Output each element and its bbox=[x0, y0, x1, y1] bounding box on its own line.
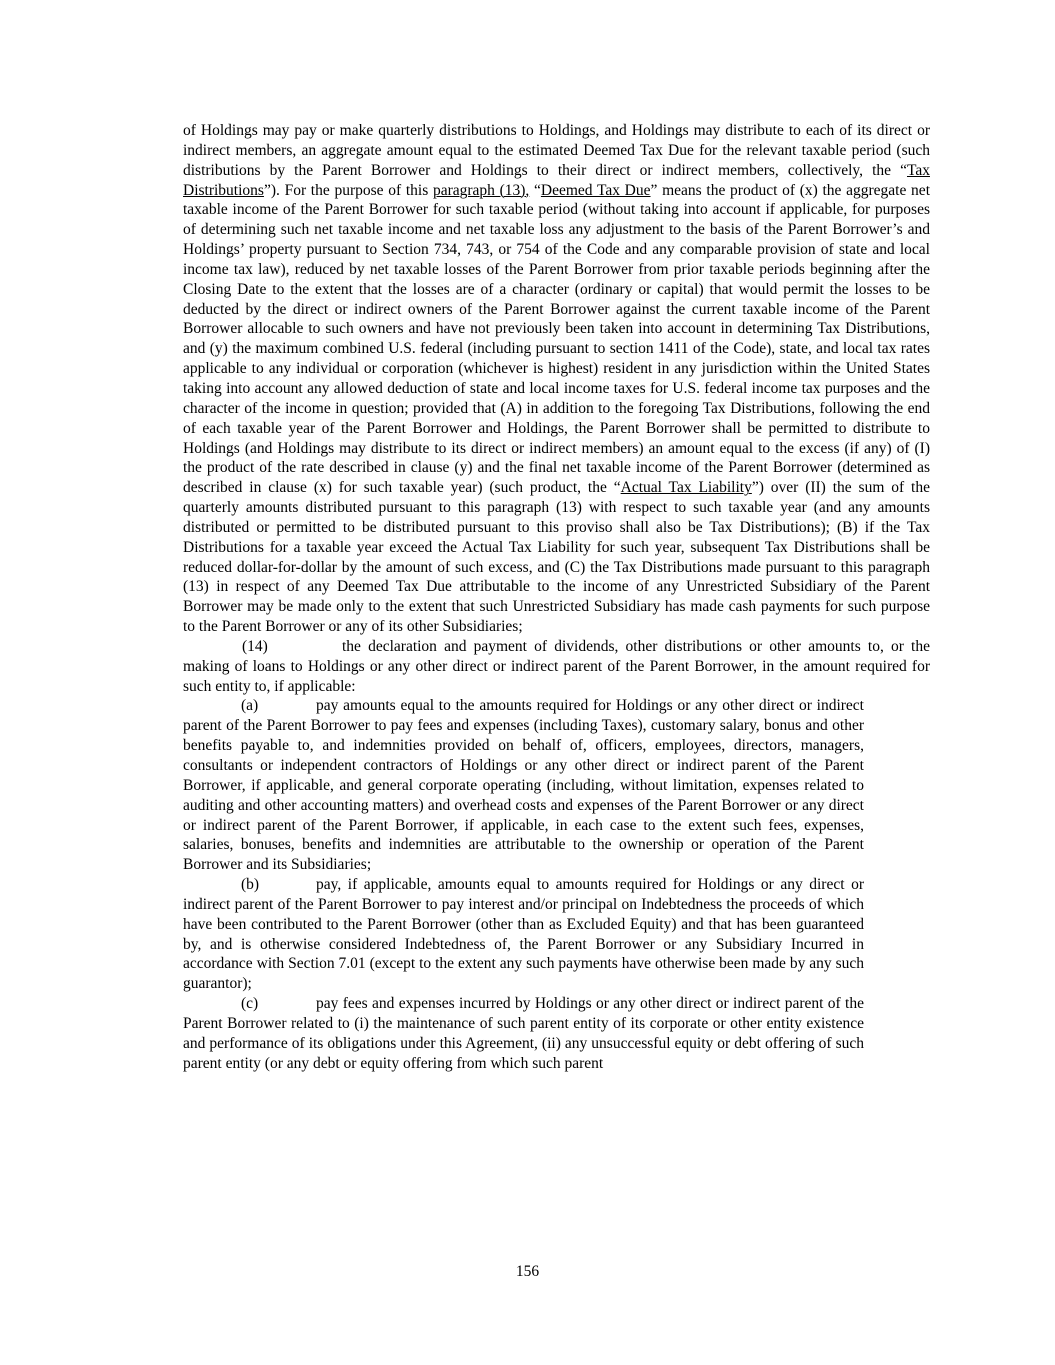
defined-term-deemed-tax-due: Deemed Tax Due bbox=[540, 181, 651, 199]
para13-seg3: “ bbox=[529, 181, 541, 199]
subparagraph-b-label: (b) bbox=[241, 876, 260, 894]
page-number: 156 bbox=[515, 1263, 540, 1280]
paragraph-14-text: the declaration and payment of dividends, other distributions or other amounts to, or the making of loans to Holdings or any other direct or indirect parent of the Parent Borrower, in the amount required for such entity to, if applicable: bbox=[183, 637, 930, 695]
subparagraph-b-text: pay, if applicable, amounts equal to amounts required for Holdings or any direct or indirect parent of the Parent Borrower to pay interest and/or principal on Indebtedness the proceeds of which have been contributed to the Parent Borrower (other than as Excluded Equity) and that has been guaranteed by, and is otherwise considered Indebtedness of, the Parent Borrower or any Subsidiary Incurred in accordance with Section 7.01 (except to the extent any such payments have otherwise been made by any such guarantor); bbox=[183, 876, 864, 993]
para13-seg1: of Holdings may pay or make quarterly distributions to Holdings, and Holdings may distribute to each of its direct or indirect members, an aggregate amount equal to the estimated Deemed Tax Due for the relevant taxable period (such distributions by the Parent Borrower and Holdings to their direct or indirect members, collectively, the “ bbox=[183, 122, 930, 179]
paragraph-14-number: (14) bbox=[242, 637, 268, 655]
defined-term-tax-distributions: Tax Distributions bbox=[183, 161, 930, 199]
defined-term-actual-tax-liability: Actual Tax Liability bbox=[620, 479, 752, 497]
cross-reference-paragraph-13: paragraph (13), bbox=[432, 181, 530, 199]
subparagraph-c bbox=[183, 994, 864, 1073]
subparagraph-a bbox=[183, 696, 864, 875]
subparagraph-b bbox=[183, 875, 864, 994]
page-content bbox=[183, 121, 930, 1074]
paragraph-13-continuation bbox=[183, 121, 930, 637]
subparagraph-c-text: pay fees and expenses incurred by Holdings or any other direct or indirect parent of the Parent Borrower related to (i) the maintenance of such parent entity of its corporate or other entity existence and performance of its obligations under this Agreement, (ii) any unsuccessful equity or debt offering of such parent entity (or any debt or equity offering from which such parent bbox=[183, 995, 864, 1072]
subparagraph-a-text: pay amounts equal to the amounts required for Holdings or any other direct or indirect parent of the Parent Borrower to pay fees and expenses (including Taxes), customary salary, bonus and other benefits payable to, and indemnities provided on behalf of, officers, employees, directors, managers, consultants or independent contractors of Holdings or any other direct or indirect parent of the Parent Borrower, if applicable, and general corporate operating (including, without limitation, expenses related to auditing and other accounting matters) and overhead costs and expenses of the Parent Borrower or any direct or indirect parent of the Parent Borrower, if applicable, in each case to the extent such fees, expenses, salaries, bonuses, benefits and indemnities are attributable to the ownership or operation of the Parent Borrower and its Subsidiaries; bbox=[183, 697, 864, 874]
page-footer bbox=[0, 1262, 1055, 1282]
para13-seg5: ”) over (II) the sum of the quarterly amounts distributed pursuant to this paragraph (13) with respect to such taxable year (and any amounts distributed or permitted to be distributed pursuant to this proviso shall also be Tax Distributions); (B) if the Tax Distributions for a taxable year exceed the Actual Tax Liability for such year, subsequent Tax Distributions shall be reduced dollar-for-dollar by the amount of such excess, and (C) the Tax Distributions made pursuant to this paragraph (13) in respect of any Deemed Tax Due attributable to the income of any Unrestricted Subsidiary of the Parent Borrower may be made only to the extent that such Unrestricted Subsidiary has made cash payments for such purpose to the Parent Borrower or any of its other Subsidiaries; bbox=[183, 479, 930, 636]
subparagraph-a-label: (a) bbox=[241, 697, 259, 715]
subparagraph-c-label: (c) bbox=[241, 995, 259, 1013]
para13-seg4: ” means the product of (x) the aggregate net taxable income of the Parent Borrower for such taxable period (without taking into account if applicable, for purposes of determining such net taxable income and net taxable loss any adjustment to the basis of the Parent Borrower’s and Holdings’ property pursuant to Section 734, 743, or 754 of the Code and any comparable provision of state and local income tax law), reduced by net taxable losses of the Parent Borrower from prior taxable periods beginning after the Closing Date to the extent that the losses are of a character (ordinary or capital) that would permit the losses to be deducted by the direct or indirect owners of the Parent Borrower against the current taxable income of the Parent Borrower allocable to such owners and have not previously been taken into account in determining Tax Distributions, and (y) the maximum combined U.S. federal (including pursuant to section 1411 of the Code), state, and local tax rates applicable to any individual or corporation (whichever is highest) resident in any jurisdiction within the United States taking into account any allowed deduction of state and local income taxes for U.S. federal income tax purposes and the character of the income in question; provided that (A) in addition to the foregoing Tax Distributions, following the end of each taxable year of the Parent Borrower and Holdings, the Parent Borrower shall be permitted to distribute to Holdings (and Holdings may distribute to its direct or indirect members) an amount equal to the excess (if any) of (I) the product of the rate described in clause (y) and the final net taxable income of the Parent Borrower (determined as described in clause (x) for such taxable year) (such product, the “ bbox=[183, 181, 930, 497]
para13-seg2: ”). For the purpose of this bbox=[263, 181, 433, 199]
paragraph-14 bbox=[183, 637, 930, 697]
